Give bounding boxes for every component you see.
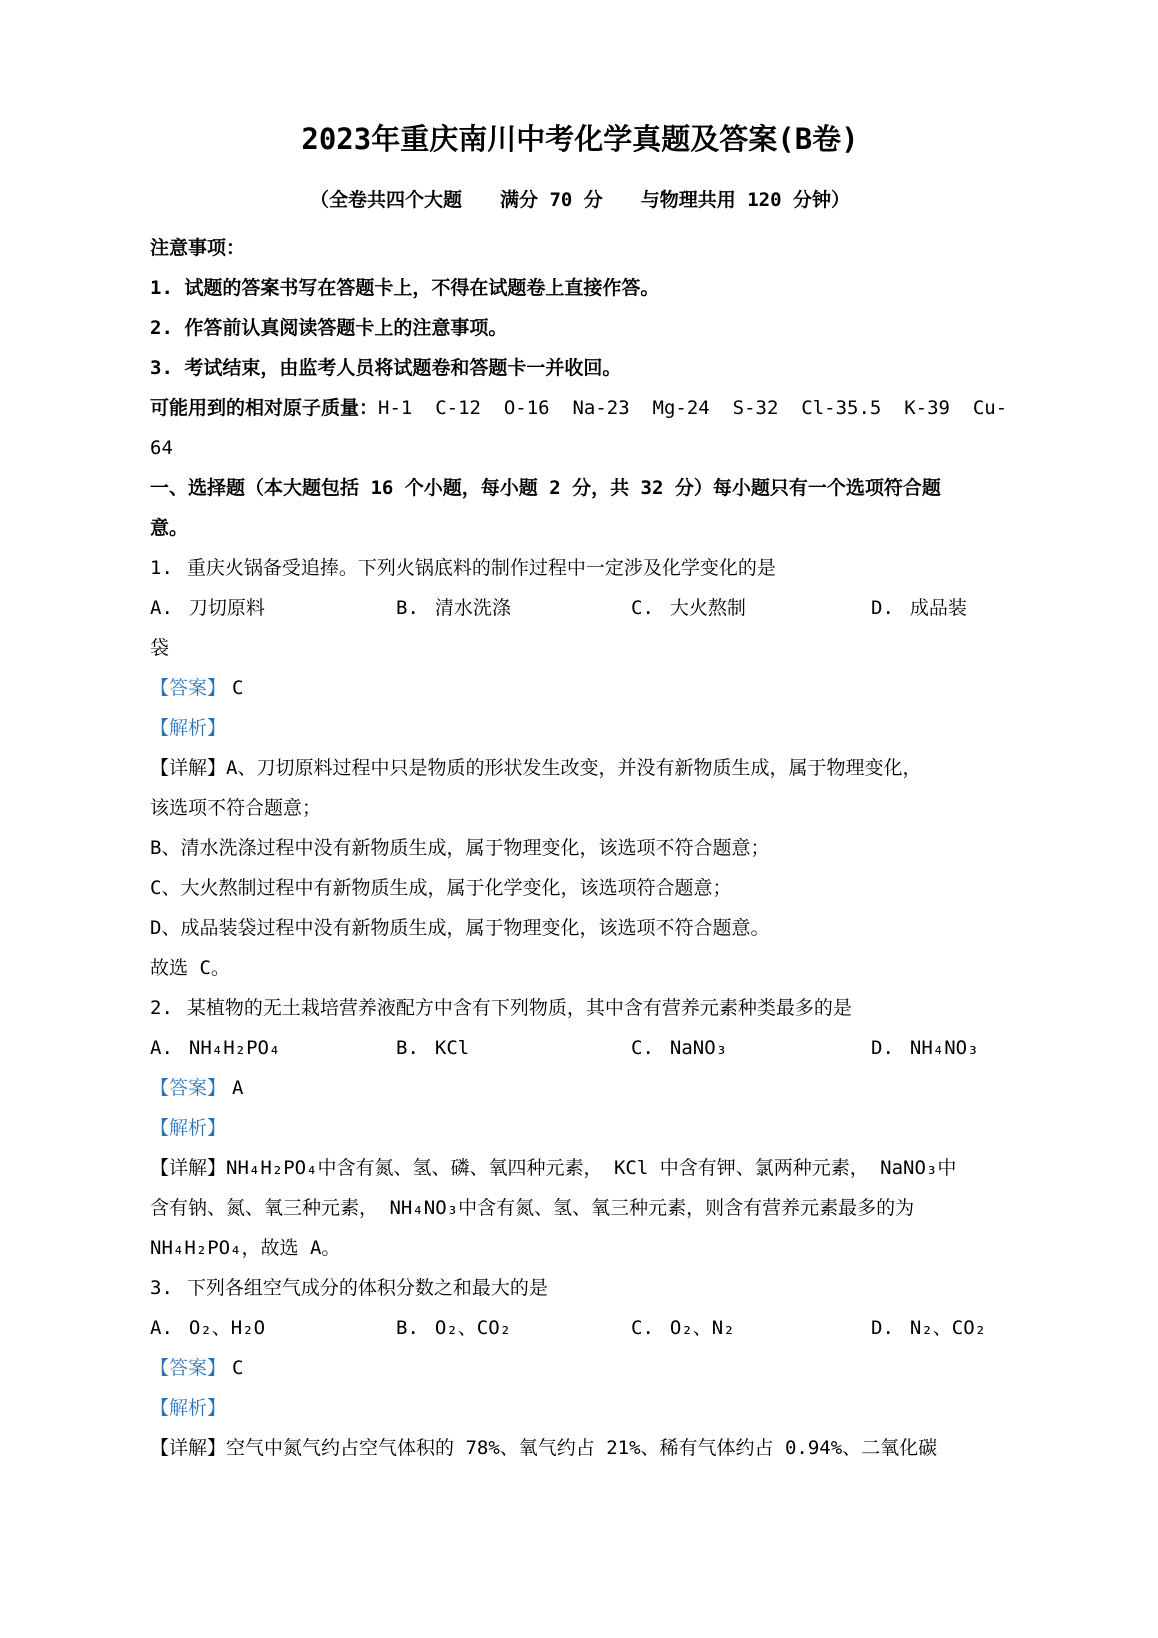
page-subtitle: （全卷共四个大题 满分 70 分 与物理共用 120 分钟） [310, 189, 850, 211]
section-heading-line2: 意。 [150, 517, 189, 539]
atomic-mass-line [150, 388, 1010, 428]
analysis-label: 【解析】 [150, 1397, 227, 1419]
analysis-label: 【解析】 [150, 1117, 227, 1139]
question-1-stem-text: 重庆火锅备受追捧。下列火锅底料的制作过程中一定涉及化学变化的是 [186, 557, 776, 579]
option-d [871, 588, 967, 628]
option-d-text: NH₄NO₃ [909, 1037, 979, 1059]
question-1-detail-line: C、大火熬制过程中有新物质生成，属于化学变化，该选项符合题意； [150, 877, 732, 899]
option-c-letter: C. [631, 597, 654, 619]
answer-label: 【答案】 [150, 1357, 227, 1379]
option-c-text: 大火熬制 [669, 597, 746, 619]
option-a-letter: A. [150, 597, 173, 619]
question-3-options-row [150, 1308, 1010, 1348]
option-a [150, 1028, 396, 1068]
atomic-mass-label: 可能用到的相对原子质量： [150, 397, 379, 419]
question-1-conclusion: 故选 C。 [150, 957, 230, 979]
option-c-letter: C. [631, 1317, 654, 1339]
option-b-text: KCl [434, 1037, 470, 1059]
question-1-number: 1. [150, 557, 173, 579]
answer-label: 【答案】 [150, 1077, 227, 1099]
question-3-stem-text: 下列各组空气成分的体积分数之和最大的是 [186, 1277, 548, 1299]
question-2-stem [150, 988, 1010, 1028]
document-body [150, 228, 1010, 1468]
option-c-letter: C. [631, 1037, 654, 1059]
option-b [396, 1028, 631, 1068]
option-c-text: O₂、N₂ [669, 1317, 735, 1339]
option-c [631, 588, 871, 628]
question-1-detail-line: 【详解】A、刀切原料过程中只是物质的形状发生改变，并没有新物质生成，属于物理变化， [150, 757, 922, 779]
option-a-letter: A. [150, 1317, 173, 1339]
question-1-options-row [150, 588, 1010, 628]
question-2-analysis-line [150, 1108, 1010, 1148]
option-c [631, 1028, 871, 1068]
notice-item-2: 2. 作答前认真阅读答题卡上的注意事项。 [150, 317, 508, 339]
option-a-text: NH₄H₂PO₄ [188, 1037, 281, 1059]
analysis-label: 【解析】 [150, 717, 227, 739]
question-3-analysis-line [150, 1388, 1010, 1428]
question-2-number: 2. [150, 997, 173, 1019]
option-a-letter: A. [150, 1037, 173, 1059]
notice-item-3: 3. 考试结束，由监考人员将试题卷和答题卡一并收回。 [150, 357, 622, 379]
answer-value: C [232, 677, 244, 699]
question-2-answer-line [150, 1068, 1010, 1108]
question-1-analysis-line [150, 708, 1010, 748]
question-2-options-row [150, 1028, 1010, 1068]
question-1-detail-line: D、成品装袋过程中没有新物质生成，属于物理变化，该选项不符合题意。 [150, 917, 770, 939]
option-b-letter: B. [396, 597, 419, 619]
option-d [871, 1028, 979, 1068]
question-1-option-overflow: 袋 [150, 637, 170, 659]
question-1-detail-line: 该选项不符合题意； [150, 797, 322, 819]
option-d-letter: D. [871, 1037, 894, 1059]
option-b-letter: B. [396, 1317, 419, 1339]
question-2-conclusion: NH₄H₂PO₄，故选 A。 [150, 1237, 341, 1259]
option-c [631, 1308, 871, 1348]
option-b-letter: B. [396, 1037, 419, 1059]
question-2-detail-line: 含有钠、氮、氧三种元素， NH₄NO₃中含有氮、氢、氧三种元素，则含有营养元素最多的为 [150, 1197, 915, 1219]
answer-value: A [232, 1077, 244, 1099]
option-d-letter: D. [871, 597, 894, 619]
question-1-answer-line [150, 668, 1010, 708]
page-title: 2023年重庆南川中考化学真题及答案(B卷) [301, 122, 859, 156]
option-a-text: O₂、H₂O [188, 1317, 266, 1339]
question-1-detail-line: B、清水洗涤过程中没有新物质生成，属于物理变化，该选项不符合题意； [150, 837, 770, 859]
notice-item-1: 1. 试题的答案书写在答题卡上，不得在试题卷上直接作答。 [150, 277, 660, 299]
question-1-stem [150, 548, 1010, 588]
question-3-detail-line: 【详解】空气中氮气约占空气体积的 78%、氧气约占 21%、稀有气体约占 0.94%、二氧化碳 [150, 1437, 938, 1459]
notices-heading: 注意事项： [150, 237, 246, 259]
option-a [150, 588, 396, 628]
section-heading-line1: 一、选择题（本大题包括 16 个小题，每小题 2 分，共 32 分）每小题只有一个选项符合题 [150, 477, 941, 499]
option-d-text: 成品装 [909, 597, 967, 619]
answer-value: C [232, 1357, 244, 1379]
atomic-mass-values: H-1 C-12 O-16 Na-23 Mg-24 S-32 Cl-35.5 K-39 Cu- [378, 397, 1008, 419]
answer-label: 【答案】 [150, 677, 227, 699]
option-a-text: 刀切原料 [188, 597, 265, 619]
option-d-text: N₂、CO₂ [909, 1317, 987, 1339]
option-b-text: 清水洗涤 [434, 597, 511, 619]
question-3-stem [150, 1268, 1010, 1308]
option-c-text: NaNO₃ [669, 1037, 728, 1059]
option-b-text: O₂、CO₂ [434, 1317, 512, 1339]
question-2-detail-line: 【详解】NH₄H₂PO₄中含有氮、氢、磷、氧四种元素， KCl 中含有钾、氯两种元素， NaNO₃中 [150, 1157, 957, 1179]
option-d-letter: D. [871, 1317, 894, 1339]
atomic-mass-overflow: 64 [150, 437, 173, 459]
option-b [396, 588, 631, 628]
option-a [150, 1308, 396, 1348]
question-2-stem-text: 某植物的无土栽培营养液配方中含有下列物质，其中含有营养元素种类最多的是 [186, 997, 852, 1019]
question-3-number: 3. [150, 1277, 173, 1299]
question-3-answer-line [150, 1348, 1010, 1388]
option-d [871, 1308, 986, 1348]
option-b [396, 1308, 631, 1348]
